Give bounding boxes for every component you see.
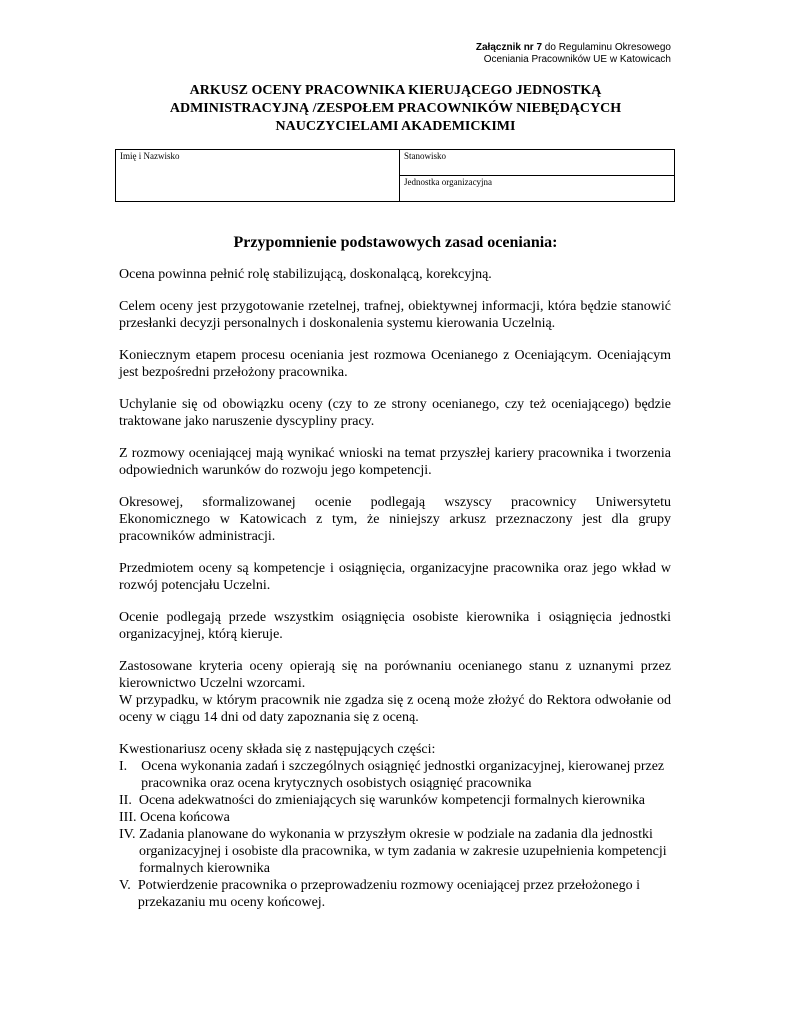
paragraph: Uchylanie się od obowiązku oceny (czy to ze strony ocenianego, czy też oceniającego) będzie traktowane jako naruszenie dyscypliny pracy. <box>119 397 671 429</box>
unit-field[interactable] <box>400 176 675 202</box>
list-text: Potwierdzenie pracownika o przeprowadzeniu rozmowy oceniającej przez przełożonego i przekazaniu mu oceny końcowej. <box>137 878 641 910</box>
list-text: Ocena końcowa <box>140 810 230 825</box>
title-line-3: NAUCZYCIELAMI AKADEMICKIMI <box>275 119 516 134</box>
list-item <box>119 826 671 877</box>
list-number: IV. <box>119 827 139 842</box>
list-text: Ocena adekwatności do zmieniających się warunków kompetencji formalnych kierownika <box>138 793 645 808</box>
list-text: Ocena wykonania zadań i szczególnych osiągnięć jednostki organizacyjnej, kierowanej przez pracownika oraz ocena krytycznych osobistych osiągnięć pracownika <box>141 759 665 791</box>
attachment-note-line1: do Regulaminu Okresowego <box>542 42 671 53</box>
rules-body <box>119 266 671 911</box>
paragraph: Okresowej, sformalizowanej ocenie podlegają wszyscy pracownicy Uniwersytetu Ekonomicznego w Katowicach z tym, że niniejszy arkusz przeznaczony jest dla grupy pracowników administracji. <box>119 495 671 544</box>
paragraph: Przedmiotem oceny są kompetencje i osiągnięcia, organizacyjne pracownika oraz jego wkład w rozwój potencjału Uczelni. <box>119 561 671 593</box>
criteria-paragraph: Zastosowane kryteria oceny opierają się na porównaniu ocenianego stanu z uznanymi przez kierownictwo Uczelni wzorcami. <box>119 659 671 691</box>
paragraph: Ocenie podlegają przede wszystkim osiągnięcia osobiste kierownika i osiągnięcia jednostki organizacyjnej, którą kieruje. <box>119 610 671 642</box>
employee-info-table <box>115 149 675 202</box>
list-item <box>119 758 671 792</box>
paragraph: Z rozmowy oceniającej mają wynikać wnioski na temat przyszłej kariery pracownika i tworzenia odpowiednich warunków do rozwoju jego kompetencji. <box>119 446 671 478</box>
position-label: Stanowisko <box>404 151 447 161</box>
list-number: II. <box>119 793 139 808</box>
paragraph: Ocena powinna pełnić rolę stabilizującą, doskonalącą, korekcyjną. <box>119 267 492 282</box>
document-title <box>0 82 791 136</box>
position-field[interactable] <box>400 150 675 176</box>
list-number: I. <box>119 759 142 774</box>
list-number: V. <box>119 878 138 893</box>
list-item <box>119 877 671 911</box>
list-text: Zadania planowane do wykonania w przyszłym okresie w podziale na zadania dla jednostki organizacyjnej i osobiste dla pracownika, w tym zadania w zakresie uzupełnienia kompetencji formalnych kierownika <box>138 827 667 876</box>
unit-label: Jednostka organizacyjna <box>404 177 493 187</box>
list-number: III. <box>119 810 140 825</box>
paragraph: Koniecznym etapem procesu oceniania jest rozmowa Ocenianego z Oceniającym. Oceniającym jest bezpośredni przełożony pracownika. <box>119 348 671 380</box>
list-item <box>119 792 671 809</box>
name-field[interactable] <box>116 150 400 202</box>
paragraph: Celem oceny jest przygotowanie rzetelnej, trafnej, obiektywnej informacji, która będzie stanowić przesłanki decyzji personalnych i doskonalenia systemu kierowania Uczelnią. <box>119 299 671 331</box>
title-line-1: ARKUSZ OCENY PRACOWNIKA KIERUJĄCEGO JEDNOSTKĄ <box>189 83 602 98</box>
title-line-2: ADMINISTRACYJNĄ /ZESPOŁEM PRACOWNIKÓW NIEBĘDĄCYCH <box>169 101 622 116</box>
list-item <box>119 809 671 826</box>
appeal-paragraph: W przypadku, w którym pracownik nie zgadza się z oceną może złożyć do Rektora odwołanie od oceny w ciągu 14 dni od daty zapoznania się z oceną. <box>119 693 671 725</box>
attachment-note-line2: Oceniania Pracowników UE w Katowicach <box>483 54 671 65</box>
attachment-number: Załącznik nr 7 <box>475 42 543 53</box>
attachment-note <box>476 42 671 66</box>
questionnaire-intro: Kwestionariusz oceny składa się z następujących części: <box>119 742 436 757</box>
section-subtitle: Przypomnienie podstawowych zasad oceniania: <box>233 234 558 251</box>
name-label: Imię i Nazwisko <box>120 151 180 161</box>
